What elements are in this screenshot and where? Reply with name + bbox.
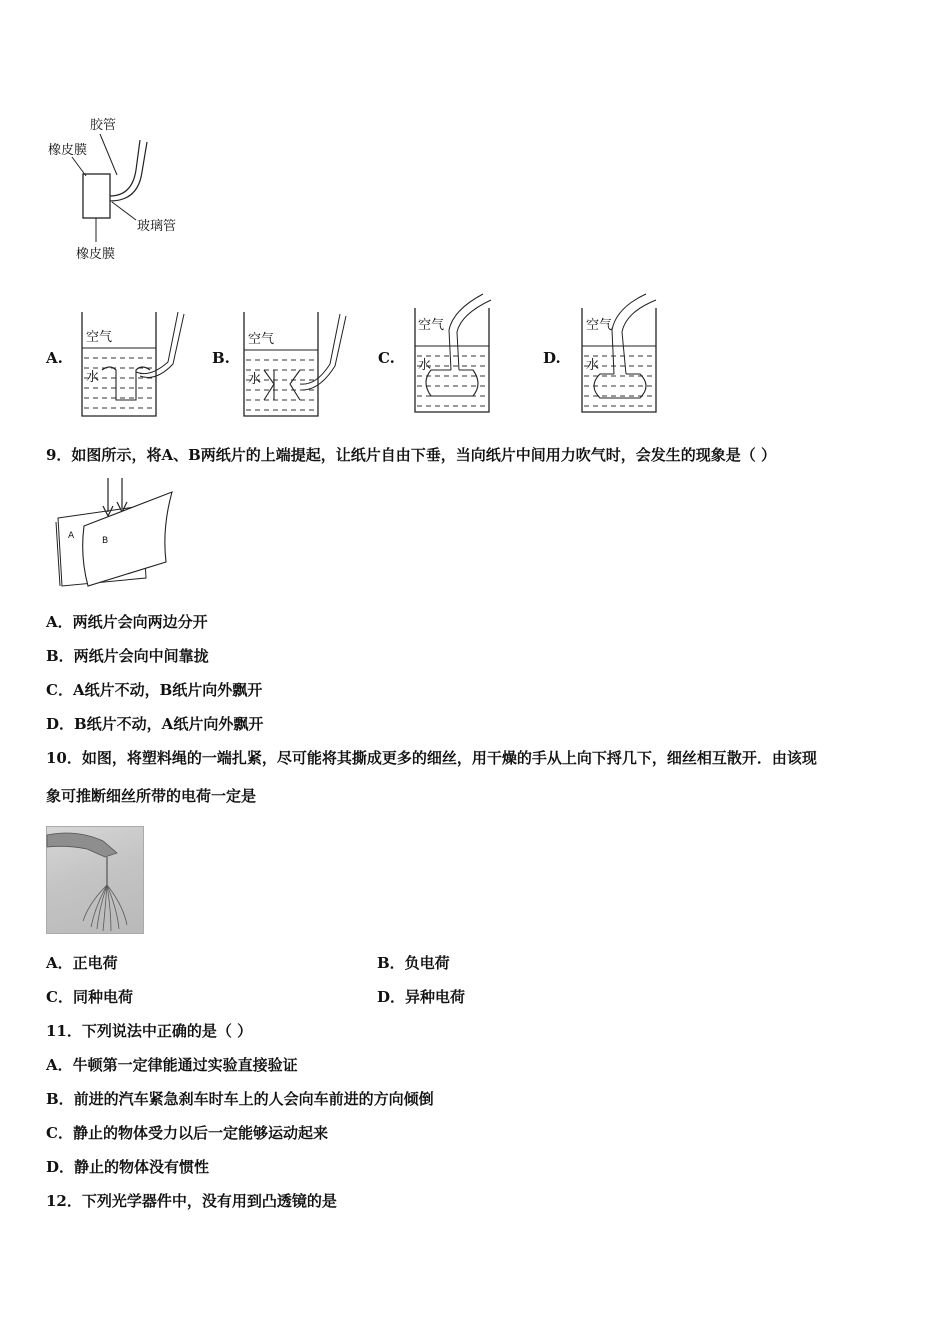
beaker-c-icon xyxy=(413,290,493,415)
option-a[interactable]: A．正电荷 xyxy=(46,954,118,972)
water-label: 水 xyxy=(86,370,100,385)
option-letter[interactable]: A. xyxy=(46,349,63,367)
plastic-rope-photo xyxy=(46,826,144,934)
option-b[interactable]: B．两纸片会向中间靠拢 xyxy=(46,647,209,665)
option-d[interactable]: D．静止的物体没有惯性 xyxy=(46,1158,210,1176)
question-stem-line1: 10．如图，将塑料绳的一端扎紧，尽可能将其撕成更多的细丝，用干燥的手从上向下捋几下，细丝相互散开．由该现 xyxy=(46,749,817,767)
option-c[interactable]: C．同种电荷 xyxy=(46,988,133,1006)
beaker-b-icon xyxy=(242,308,322,418)
beaker-d-icon xyxy=(580,290,660,415)
option-b[interactable]: B．负电荷 xyxy=(377,954,450,972)
question-stem: 11．下列说法中正确的是（ ） xyxy=(46,1022,253,1040)
option-c[interactable]: C．静止的物体受力以后一定能够运动起来 xyxy=(46,1124,328,1142)
apparatus-drawing xyxy=(0,0,950,300)
option-a[interactable]: A．牛顿第一定律能通过实验直接验证 xyxy=(46,1056,298,1074)
hose-label: 胶管 xyxy=(90,118,117,133)
option-b[interactable]: B．前进的汽车紧急刹车时车上的人会向车前进的方向倾倒 xyxy=(46,1090,434,1108)
beaker-a-icon xyxy=(80,308,160,418)
hand-rope-drawing xyxy=(47,827,143,933)
air-label: 空气 xyxy=(586,318,613,333)
water-label: 水 xyxy=(418,358,432,373)
membrane-bottom-label: 橡皮膜 xyxy=(76,247,116,262)
option-d[interactable]: D．异种电荷 xyxy=(377,988,466,1006)
question-stem: 9．如图所示，将A、B两纸片的上端提起，让纸片自由下垂，当向纸片中间用力吹气时，会发生的现象是（ ） xyxy=(46,446,776,464)
option-letter[interactable]: B. xyxy=(212,349,230,367)
question-stem: 12．下列光学器件中，没有用到凸透镜的是 xyxy=(46,1192,337,1210)
water-label: 水 xyxy=(586,358,600,373)
membrane-top-label: 橡皮膜 xyxy=(48,143,88,158)
question-stem-line2: 象可推断细丝所带的电荷一定是 xyxy=(46,787,257,805)
water-label: 水 xyxy=(248,372,262,387)
air-label: 空气 xyxy=(418,318,445,333)
air-label: 空气 xyxy=(86,330,113,345)
option-letter[interactable]: C. xyxy=(378,349,395,367)
glass-tube-label: 玻璃管 xyxy=(137,219,177,234)
option-d[interactable]: D．B纸片不动，A纸片向外飘开 xyxy=(46,715,264,733)
air-label: 空气 xyxy=(248,332,275,347)
paper-b-label: B xyxy=(102,536,109,546)
paper-a-label: A xyxy=(68,531,75,541)
option-a[interactable]: A．两纸片会向两边分开 xyxy=(46,613,208,631)
option-letter[interactable]: D. xyxy=(543,349,561,367)
option-c[interactable]: C．A纸片不动，B纸片向外飘开 xyxy=(46,681,263,699)
